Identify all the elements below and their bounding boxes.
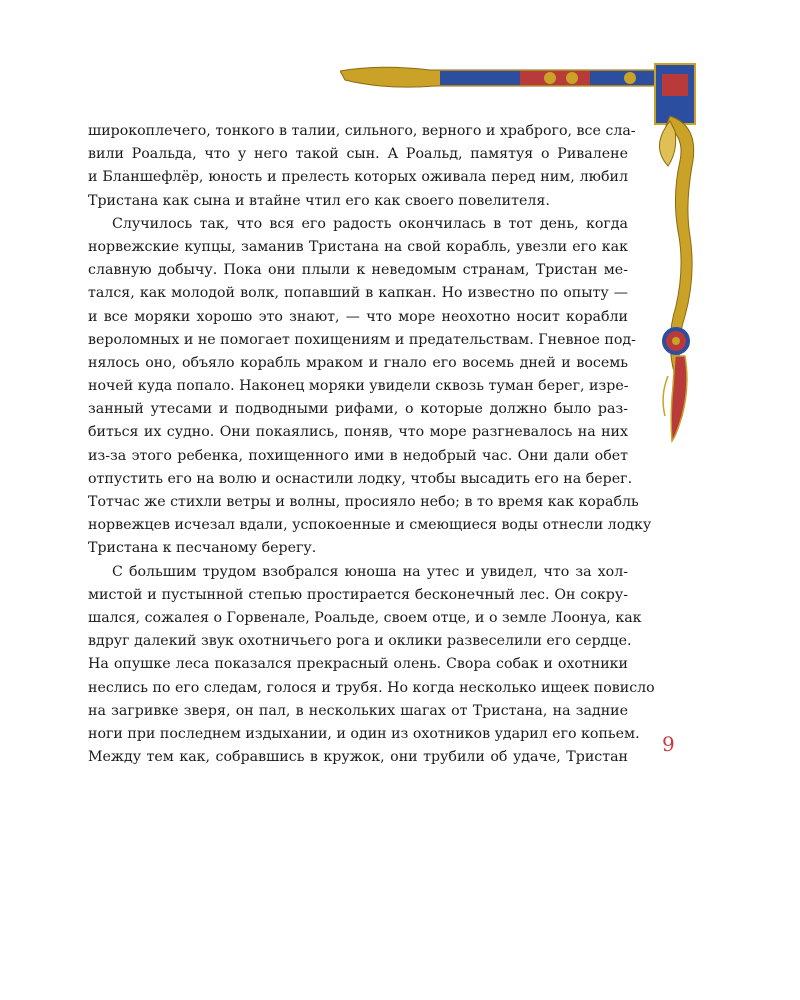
text-line: и все моряки хорошо это знают, — что море неохотно носит корабли (88, 308, 628, 325)
text-line: На опушке леса показался прекрасный олень. Свора собак и охотники (88, 656, 628, 673)
ornament-blue-panel-1 (440, 71, 520, 85)
paragraph-1 (88, 120, 636, 213)
text-line: норвежцев исчезал вдали, успокоенные и смеющиеся воды отнесли лодку (88, 517, 652, 534)
text-line: отпустить его на волю и оснастили лодку, чтобы высадить его на берег. (88, 470, 633, 487)
ornament-medallion-1 (544, 72, 556, 84)
text-line: биться их судно. Они покаялись, поняв, что море разгневалось на них (88, 424, 628, 441)
ornament-medallion-3 (624, 72, 636, 84)
text-line: Случилось так, что вся его радость окончилась в тот день, когда (112, 215, 628, 232)
text-line: нялось оно, объяло корабль мраком и гнало его восемь дней и восемь (88, 354, 628, 371)
text-line: ночей куда попало. Наконец моряки увидели сквозь туман берег, изре- (88, 378, 629, 395)
text-line: на загривке зверя, он пал, в нескольких шагах от Тристана, на задние (88, 702, 628, 719)
text-line: занный утесами и подводными рифами, о которые должно было раз- (88, 401, 628, 418)
text-line: из-за этого ребенка, похищенного ими в недобрый час. Они дали обет (88, 447, 628, 464)
text-line: вероломных и не помогает похищениям и предательствам. Гневное под- (88, 331, 636, 348)
text-line: Тристана к песчаному берегу. (88, 540, 317, 557)
text-line: Тристана как сына и втайне чтил его как своего повелителя. (88, 192, 550, 209)
text-line: норвежские купцы, заманив Тристана на свой корабль, увезли его как (88, 238, 628, 255)
ornament-wing (659, 121, 675, 166)
paragraph-2 (88, 213, 652, 561)
text-line: неслись по его следам, голося и трубя. Но когда несколько ищеек повисло (88, 679, 655, 696)
text-line: и Бланшефлёр, юность и прелесть которых оживала перед ним, любил (88, 169, 628, 186)
text-line: С большим трудом взобрался юноша на утес и увидел, что за хол- (112, 563, 628, 580)
text-line: вдруг далекий звук охотничьего рога и оклики развеселили его сердце. (88, 633, 632, 650)
ornament-tail (671, 356, 687, 441)
text-line: широкоплечего, тонкого в талии, сильного, верного и храброго, все сла- (88, 123, 636, 139)
paragraph-3 (88, 561, 655, 770)
text-line: тался, как молодой волк, попавший в капкан. Но известно по опыту — (88, 285, 628, 302)
text-line: вили Роальда, что у него такой сын. А Роальд, памятуя о Ривалене (88, 146, 628, 163)
text-line: Тотчас же стихли ветры и волны, просияло небо; в то время как корабль (88, 494, 639, 510)
body-text (88, 120, 655, 769)
text-line: мистой и пустынной степью простирается бесконечный лес. Он сокру- (88, 586, 628, 603)
text-line: славную добычу. Пока они плыли к неведомым странам, Тристан ме- (88, 262, 628, 279)
ornament-medallion-2 (566, 72, 578, 84)
text-line: шался, сожалея о Горвенале, Роальде, своем отце, и о земле Лоонуа, как (88, 609, 642, 626)
page-number: 9 (662, 732, 675, 756)
text-line: Между тем как, собравшись в кружок, они трубили об удаче, Тристан (88, 749, 628, 766)
text-line: ноги при последнем издыхании, и один из охотников ударил его копьем. (88, 725, 640, 742)
